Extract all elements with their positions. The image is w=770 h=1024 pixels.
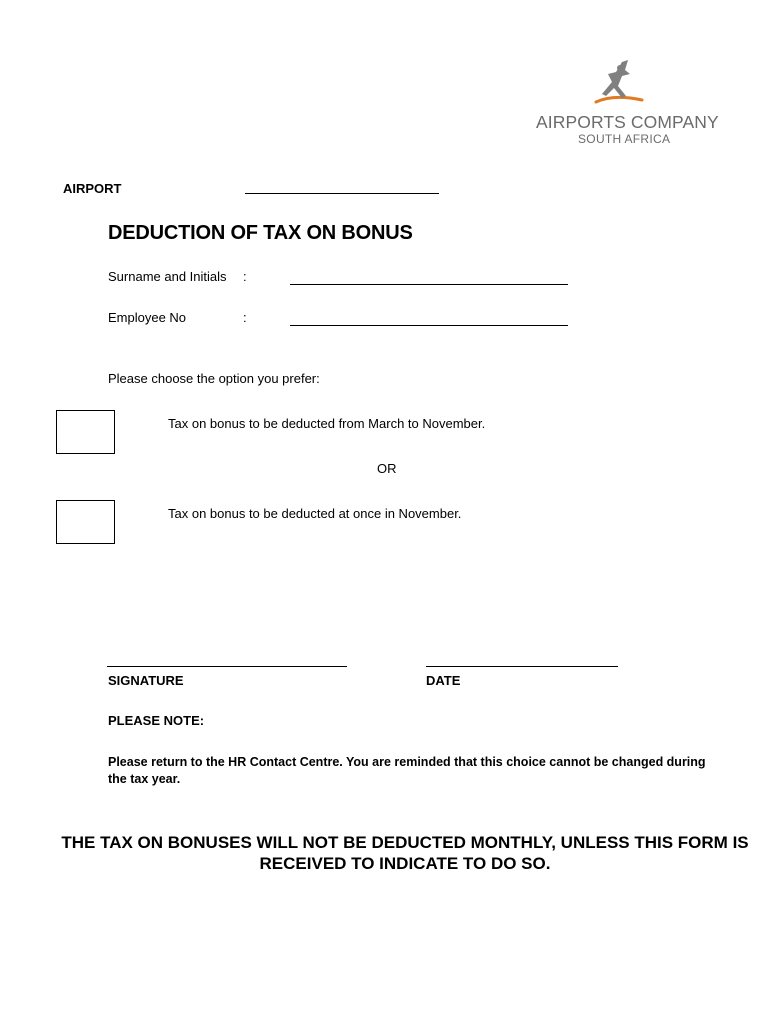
signature-label: SIGNATURE bbox=[108, 673, 184, 688]
signature-line[interactable] bbox=[107, 666, 347, 667]
date-label: DATE bbox=[426, 673, 461, 688]
option-once-november-checkbox[interactable] bbox=[56, 500, 115, 544]
option-once-november-text: Tax on bonus to be deducted at once in November. bbox=[168, 506, 462, 521]
note-title: PLEASE NOTE: bbox=[108, 713, 205, 728]
surname-colon: : bbox=[243, 269, 247, 284]
option-march-november-checkbox[interactable] bbox=[56, 410, 115, 454]
employee-no-input-line[interactable] bbox=[290, 325, 568, 326]
note-body: Please return to the HR Contact Centre. You are reminded that this choice cannot be changed during the tax year. bbox=[108, 755, 706, 786]
or-separator: OR bbox=[377, 461, 397, 476]
airports-company-figure-logo-icon bbox=[592, 58, 644, 108]
monthly-deduction-warning: THE TAX ON BONUSES WILL NOT BE DEDUCTED MONTHLY, UNLESS THIS FORM IS RECEIVED TO INDICATE TO DO SO. bbox=[61, 833, 749, 873]
airport-label: AIRPORT bbox=[63, 181, 122, 196]
surname-input-line[interactable] bbox=[290, 284, 568, 285]
employee-no-label: Employee No bbox=[108, 310, 187, 325]
surname-label: Surname and Initials bbox=[108, 269, 227, 284]
airport-input-line[interactable] bbox=[245, 193, 439, 194]
company-logo bbox=[530, 58, 720, 158]
logo-region: SOUTH AFRICA bbox=[578, 132, 671, 146]
option-prompt: Please choose the option you prefer: bbox=[108, 371, 320, 386]
option-march-november-text: Tax on bonus to be deducted from March to November. bbox=[168, 416, 486, 431]
employee-no-colon: : bbox=[243, 310, 247, 325]
date-line[interactable] bbox=[426, 666, 618, 667]
logo-company-name: AIRPORTS COMPANY bbox=[536, 112, 719, 132]
form-title: DEDUCTION OF TAX ON BONUS bbox=[108, 222, 413, 244]
